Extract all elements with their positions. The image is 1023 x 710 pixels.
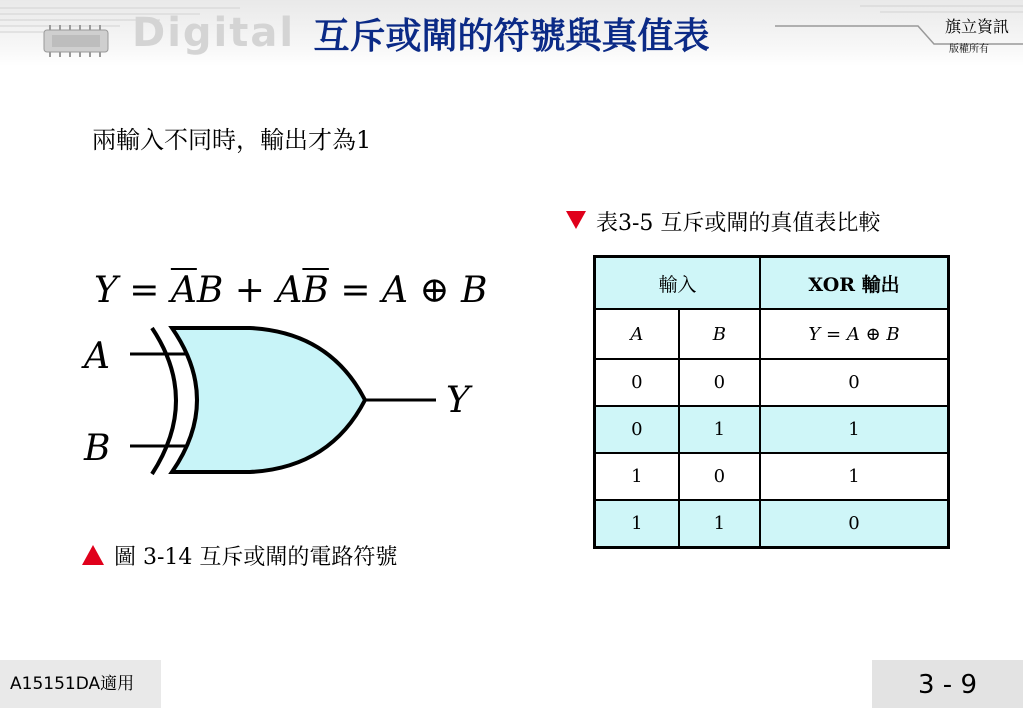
header-input: 輸入 [595,257,761,310]
eq-term1-a-bar: $\overline{A}$ [170,270,197,311]
publisher-name: 旗立資訊 [944,17,1009,36]
eq-equals-1: = [129,270,160,311]
gate-input-a-label: A [84,336,110,377]
table-caption [566,206,880,237]
col-a-label: A [595,309,679,359]
table-row [595,453,949,500]
triangle-up-icon [82,545,104,565]
xor-gate-symbol [80,318,450,488]
eq-result-a: A [381,270,408,311]
cell-y: 0 [760,500,949,548]
col-b-label: B [679,309,760,359]
cell-a: 0 [595,406,679,453]
table-row [595,500,949,548]
eq-term2-a: A [276,270,303,311]
header-output: XOR 輸出 [760,257,949,310]
table-caption-text: 表3-5 互斥或閘的真值表比較 [596,211,881,236]
figure-caption [82,540,397,571]
xor-equation [94,270,487,311]
table-row [595,406,949,453]
eq-y: Y [94,270,118,311]
cell-a: 0 [595,359,679,406]
truth-table [593,255,950,549]
xor-gate-body [172,328,365,472]
footer-page-number: 3 - 9 [872,660,1023,708]
triangle-down-icon [566,211,586,229]
figure-caption-text: 圖 3-14 互斥或閘的電路符號 [114,545,398,570]
gate-input-b-label: B [84,428,111,469]
cell-b: 0 [679,453,760,500]
page-title: 互斥或閘的符號與真值表 [313,15,710,57]
cell-y: 1 [760,406,949,453]
eq-plus: + [234,270,265,311]
publisher-copyright: 版權所有 [949,44,989,55]
eq-term1-b: B [196,270,224,311]
xor-extra-curve [152,328,176,474]
col-y-label: Y = A ⊕ B [760,309,949,359]
cell-b: 1 [679,406,760,453]
cell-a: 1 [595,500,679,548]
header-watermark: Digital [132,10,296,56]
cell-y: 0 [760,359,949,406]
eq-equals-2: = [340,270,371,311]
cell-a: 1 [595,453,679,500]
cell-y: 1 [760,453,949,500]
table-row [595,359,949,406]
cell-b: 1 [679,500,760,548]
eq-result-b: B [461,270,488,311]
footer-course-code: A15151DA適用 [0,660,161,708]
gate-output-label: Y [446,380,470,421]
intro-text: 兩輸入不同時，輸出才為1 [92,126,372,154]
cell-b: 0 [679,359,760,406]
eq-xor-symbol: ⊕ [419,270,450,311]
eq-term2-b-bar: $\overline{B}$ [302,270,329,311]
